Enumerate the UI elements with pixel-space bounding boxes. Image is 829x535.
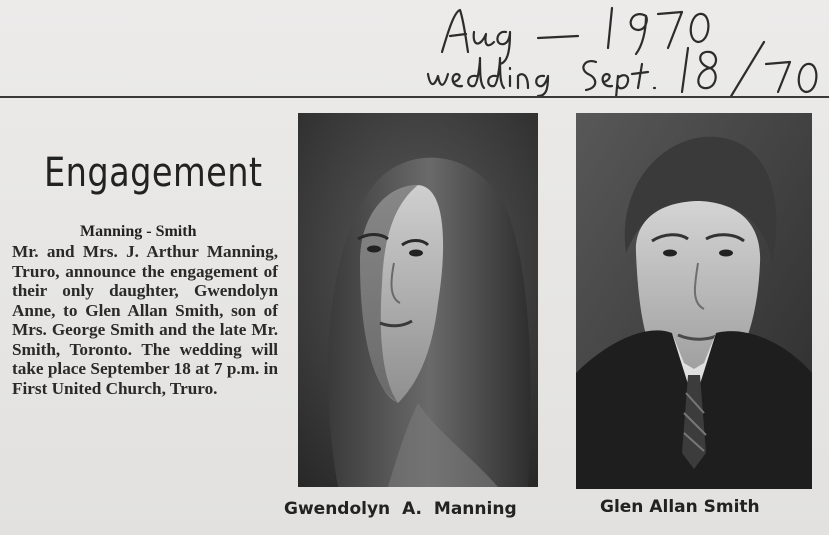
- divider-rule: [0, 96, 829, 98]
- groom-caption: Glen Allan Smith: [600, 497, 760, 517]
- handwriting-image: [420, 2, 820, 98]
- groom-portrait-image: [576, 113, 812, 489]
- article-body: Mr. and Mrs. J. Arthur Manning, Truro, announce the engagement of their only daughter, Gwendolyn Anne, to Glen Allan Smith, son of Mrs. George Smith and the late Mr. Smith, Toronto. The wedding will take place September 18 at 7 p.m. in First United Church, Truro.: [12, 242, 278, 398]
- groom-portrait: [576, 113, 812, 489]
- bride-caption: Gwendolyn A. Manning: [284, 499, 517, 519]
- subheadline: Manning - Smith: [80, 223, 197, 240]
- handwritten-annotation: [420, 2, 820, 98]
- bride-portrait-image: [298, 113, 538, 487]
- bride-portrait: [298, 113, 538, 487]
- headline: Engagement: [44, 150, 263, 196]
